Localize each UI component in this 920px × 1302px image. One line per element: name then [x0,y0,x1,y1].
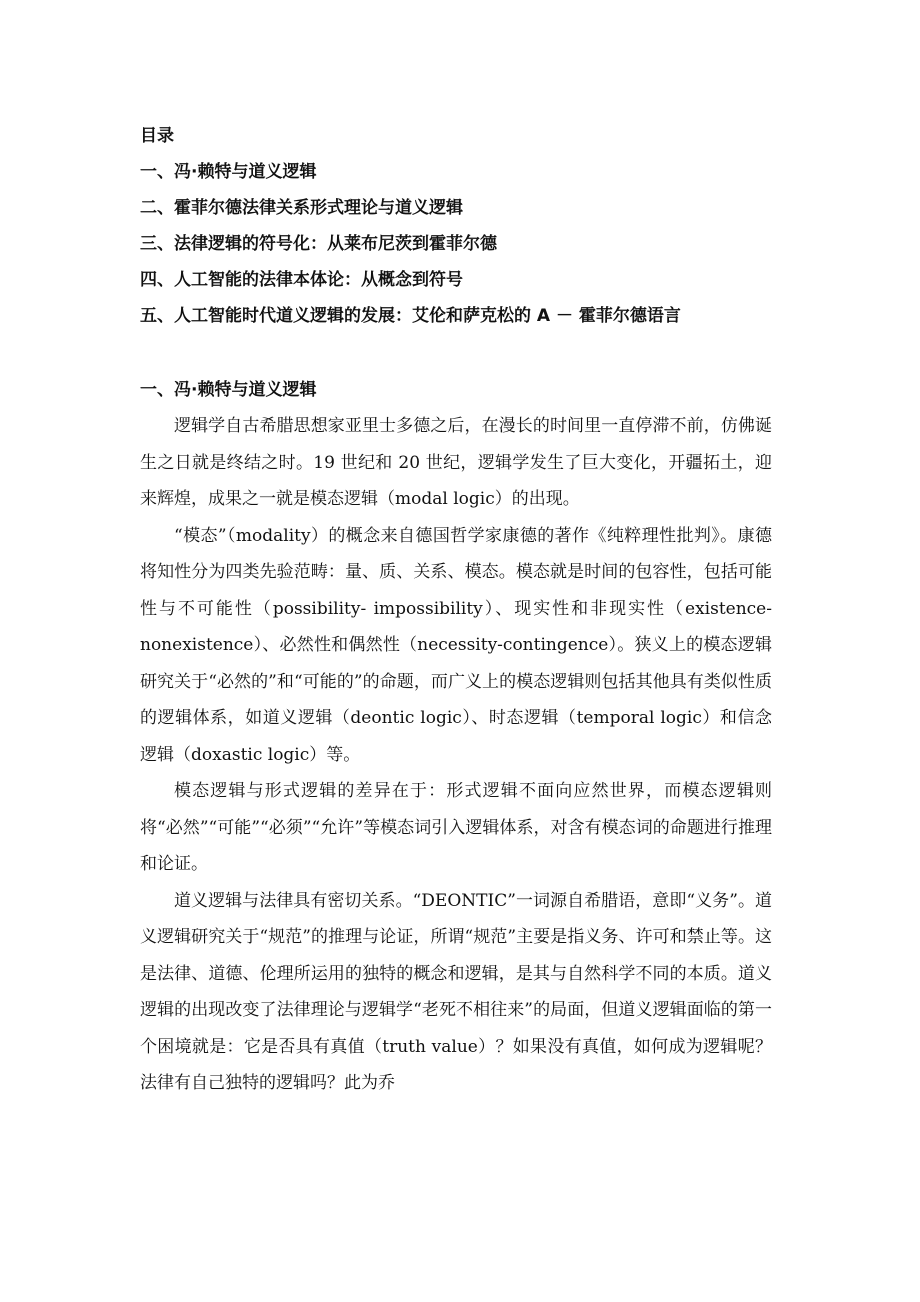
paragraph: 逻辑学自古希腊思想家亚里士多德之后，在漫长的时间里一直停滞不前，仿佛诞生之日就是终结之时。19 世纪和 20 世纪，逻辑学发生了巨大变化，开疆拓土，迎来辉煌，成果之一就是模态逻辑（modal logic）的出现。 [140,416,772,509]
toc-item-1: 一、冯·赖特与道义逻辑 [140,162,317,182]
paragraph: “模态”（modality）的概念来自德国哲学家康德的著作《纯粹理性批判》。康德将知性分为四类先验范畴：量、质、关系、模态。模态就是时间的包容性，包括可能性与不可能性（possibility- impossibility）、现实性和非现实性（existence-nonexistence）、必然性和偶然性（necessity-contingence）。狭义上的模态逻辑研究关于“必然的”和“可能的”的命题，而广义上的模态逻辑则包括其他具有类似性质的逻辑体系，如道义逻辑（deontic logic）、时态逻辑（temporal logic）和信念逻辑（doxastic logic）等。 [140,525,772,765]
toc-item-4: 四、人工智能的法律本体论：从概念到符号 [140,270,463,290]
toc-item-2: 二、霍菲尔德法律关系形式理论与道义逻辑 [140,198,463,218]
toc-item-5: 五、人工智能时代道义逻辑的发展：艾伦和萨克松的 A － 霍菲尔德语言 [140,306,681,326]
paragraph: 道义逻辑与法律具有密切关系。“DEONTIC”一词源自希腊语，意即“义务”。道义逻辑研究关于“规范”的推理与论证，所谓“规范”主要是指义务、许可和禁止等。这是法律、道德、伦理所运用的独特的概念和逻辑，是其与自然科学不同的本质。道义逻辑的出现改变了法律理论与逻辑学“老死不相往来”的局面，但道义逻辑面临的第一个困境就是：它是否具有真值（truth value）？如果没有真值，如何成为逻辑呢？法律有自己独特的逻辑吗？此为乔 [140,890,772,1093]
section-heading: 一、冯·赖特与道义逻辑 [140,380,317,400]
toc-item-3: 三、法律逻辑的符号化：从莱布尼茨到霍菲尔德 [140,234,497,254]
paragraph: 模态逻辑与形式逻辑的差异在于：形式逻辑不面向应然世界，而模态逻辑则将“必然”“可能”“必须”“允许”等模态词引入逻辑体系，对含有模态词的命题进行推理和论证。 [140,781,772,874]
section-spacer [140,334,772,372]
document-page [140,118,772,1102]
toc-title: 目录 [140,126,174,146]
